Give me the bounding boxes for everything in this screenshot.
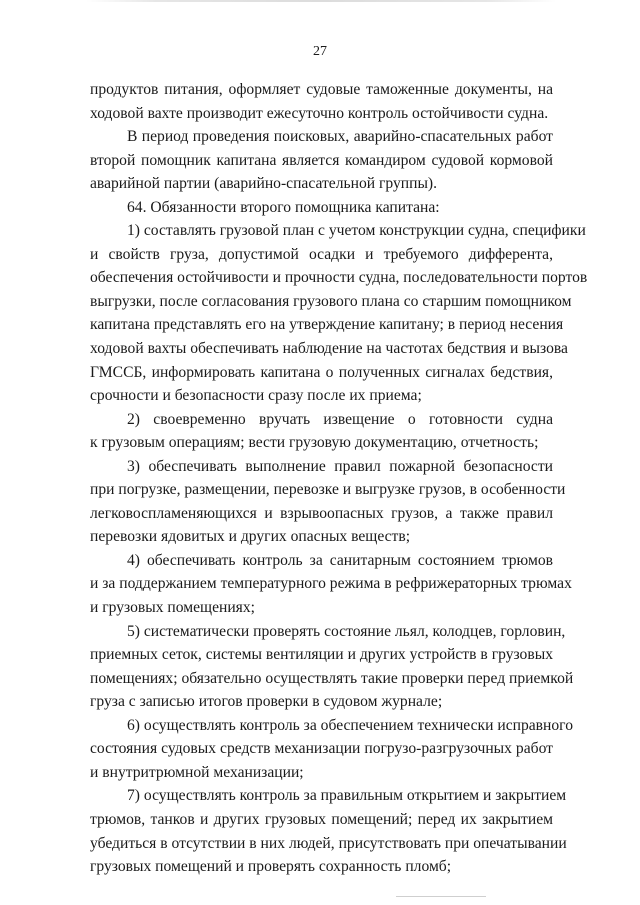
text-line: 3) обеспечивать выполнение правил пожарной безопасности [127, 457, 553, 475]
text-line: 64. Обязанности второго помощника капитана: [127, 198, 440, 216]
text-line: В период проведения поисковых, аварийно-спасательных работ [127, 128, 553, 146]
text-line: убедиться в отсутствии в них людей, присутствовать при опечатывании [90, 834, 567, 852]
paragraph-search-rescue [90, 125, 553, 196]
text-line: и внутритрюмной механизации; [90, 763, 304, 781]
text-line: груза с записью итогов проверки в судовом журнале; [90, 693, 443, 711]
text-line: приемных сеток, системы вентиляции и других устройств в грузовых [90, 646, 553, 664]
scan-bottom-mark [396, 896, 486, 897]
text-line: и за поддержанием температурного режима в рефрижераторных трюмах [90, 575, 572, 593]
text-line: 5) систематически проверять состояние льял, колодцев, горловин, [127, 622, 566, 640]
duty-item-6 [90, 714, 573, 785]
scan-top-edge [86, 0, 556, 2]
text-line: грузовых помещений и проверять сохранность пломб; [90, 858, 452, 876]
document-body [90, 78, 588, 879]
text-line: к грузовым операциям; вести грузовую документацию, отчетность; [90, 434, 539, 452]
text-line: и свойств груза, допустимой осадки и требуемого дифферента, [90, 245, 553, 263]
text-line: помещениях; обязательно осуществлять такие проверки перед приемкой [90, 669, 574, 687]
text-line: ходовой вахты обеспечивать наблюдение на частотах бедствия и вызова [90, 340, 568, 358]
text-line: второй помощник капитана является командиром судовой кормовой [90, 151, 553, 169]
duty-item-5 [90, 620, 574, 714]
duty-item-3 [90, 455, 566, 549]
duty-item-1 [90, 219, 588, 407]
text-line: ГМССБ, информировать капитана о полученных сигналах бедствия, [90, 363, 553, 381]
text-line: легковоспламеняющихся и взрывоопасных грузов, а также правил [90, 504, 553, 522]
section-heading-64 [90, 196, 553, 220]
page-number: 27 [313, 44, 327, 59]
duty-item-2 [90, 408, 553, 455]
text-line: 1) составлять грузовой план с учетом конструкции судна, специфики [127, 222, 586, 240]
text-line: выгрузки, после согласования грузового плана со старшим помощником [90, 292, 572, 310]
duty-item-4 [90, 549, 572, 620]
text-line: при погрузке, размещении, перевозке и выгрузке грузов, в особенности [90, 481, 566, 499]
text-line: капитана представлять его на утверждение капитану; в период несения [90, 316, 564, 334]
text-line: 2) своевременно вручать извещение о готовности судна [127, 410, 553, 428]
text-line: 4) обеспечивать контроль за санитарным состоянием трюмов [127, 551, 553, 569]
text-line: срочности и безопасности сразу после их приема; [90, 387, 422, 405]
text-line: трюмов, танков и других грузовых помещений; перед их закрытием [90, 810, 553, 828]
paragraph-continuation [90, 78, 553, 125]
text-line: обеспечения остойчивости и прочности судна, последовательности портов [90, 269, 588, 287]
text-line: аварийной партии (аварийно-спасательной группы). [90, 175, 438, 193]
text-line: ходовой вахте производит ежесуточно контроль остойчивости судна. [90, 104, 549, 122]
text-line: перевозки ядовитых и других опасных веществ; [90, 528, 411, 546]
text-line: и грузовых помещениях; [90, 599, 255, 617]
text-line: состояния судовых средств механизации погрузо-разгрузочных работ [90, 740, 553, 758]
text-line: продуктов питания, оформляет судовые таможенные документы, на [90, 81, 553, 98]
duty-item-7 [90, 784, 567, 878]
text-line: 6) осуществлять контроль за обеспечением технически исправного [127, 716, 573, 734]
text-line: 7) осуществлять контроль за правильным открытием и закрытием [127, 787, 567, 805]
